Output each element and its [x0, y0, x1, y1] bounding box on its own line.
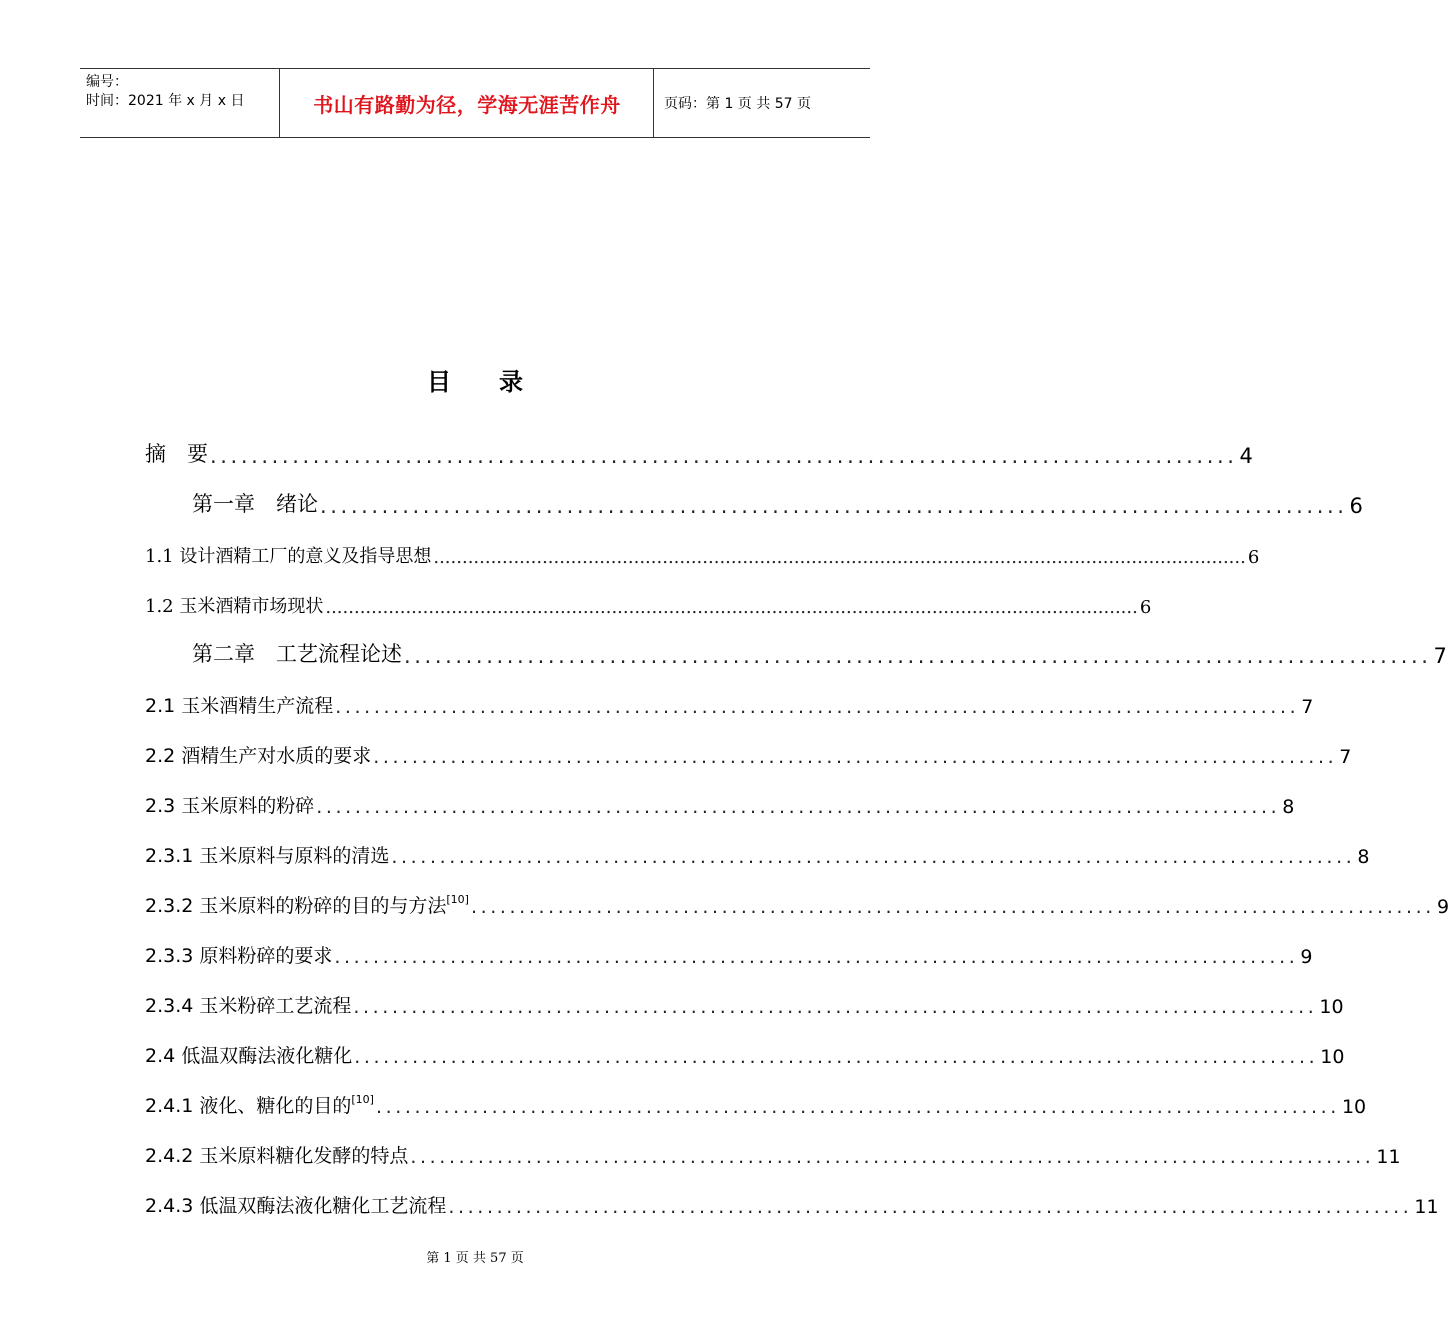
toc-leader: ....................................................................................................	[353, 996, 1318, 1018]
toc-entry-text: 2.4 低温双酶法液化糖化	[145, 1045, 353, 1067]
toc-entry-page: 7	[1339, 746, 1352, 768]
toc-entry[interactable]	[145, 990, 1344, 1018]
toc-entry-page: 6	[1139, 597, 1152, 618]
toc-entry-text	[145, 1091, 374, 1118]
toc-entry[interactable]	[145, 690, 1314, 718]
toc-leader: ....................................................................................................	[354, 1046, 1319, 1068]
toc-entry-text: 摘 要	[145, 442, 208, 466]
toc-entry[interactable]	[145, 640, 1447, 668]
toc-entry[interactable]	[145, 590, 1152, 618]
toc-entry-text: 2.4.2 玉米原料糖化发酵的特点	[145, 1145, 409, 1167]
toc-leader: ....................................................................................................	[334, 946, 1299, 968]
number-label: 编号：	[86, 74, 128, 90]
page-footer: 第 1 页 共 57 页	[426, 1251, 524, 1266]
toc-title	[0, 362, 950, 397]
citation-ref: [10]	[446, 893, 469, 906]
toc-leader: ....................................................................................................	[316, 796, 1281, 818]
toc-entry-text: 2.3.1 玉米原料与原料的清选	[145, 845, 390, 867]
toc-entry-label: 2.4.1 液化、糖化的目的	[145, 1095, 352, 1117]
toc-leader: ..............................................................................................................................................	[433, 547, 1246, 568]
toc-entry-text	[145, 891, 469, 918]
toc-title-part-2: 录	[499, 368, 523, 396]
toc-entry[interactable]	[145, 840, 1370, 868]
page-header	[80, 68, 870, 138]
header-page-label: 页码：第 1 页 共 57 页	[664, 96, 811, 112]
toc-entry-page: 7	[1433, 644, 1447, 668]
date-label: 时间：2021 年 x 月 x 日	[86, 93, 245, 109]
toc-entry-page: 10	[1320, 1046, 1345, 1068]
toc-entry-text: 1.1 设计酒精工厂的意义及指导思想	[145, 546, 432, 567]
toc-entry-page: 11	[1414, 1196, 1439, 1218]
toc-entry-text: 第二章 工艺流程论述	[192, 642, 402, 666]
toc-entry-page: 7	[1301, 696, 1314, 718]
toc-entry-page: 10	[1319, 996, 1344, 1018]
toc-leader: ....................................................................................................	[404, 644, 1432, 668]
toc-leader: ..............................................................................................................................................	[325, 597, 1138, 618]
toc-leader: ....................................................................................................	[448, 1196, 1413, 1218]
toc-entry-label: 2.3.2 玉米原料的粉碎的目的与方法	[145, 895, 447, 917]
toc-entry-page: 9	[1300, 946, 1313, 968]
toc-entry-page: 4	[1239, 444, 1253, 468]
toc-leader: ....................................................................................................	[335, 696, 1300, 718]
toc-entry[interactable]	[145, 440, 1253, 468]
toc-entry-text: 第一章 绪论	[192, 492, 318, 516]
toc-entry-text: 2.1 玉米酒精生产流程	[145, 695, 334, 717]
toc-entry-text: 2.3.3 原料粉碎的要求	[145, 945, 333, 967]
toc-leader: ....................................................................................................	[373, 746, 1338, 768]
toc-entry-page: 8	[1357, 846, 1370, 868]
toc-leader: ....................................................................................................	[210, 444, 1238, 468]
header-motto: 书山有路勤为径，学海无涯苦作舟	[281, 69, 654, 137]
toc-entry-page: 6	[1247, 547, 1260, 568]
toc-entry-text: 2.4.3 低温双酶法液化糖化工艺流程	[145, 1195, 447, 1217]
toc-entry[interactable]	[145, 790, 1295, 818]
toc-entry-text: 2.3.4 玉米粉碎工艺流程	[145, 995, 352, 1017]
toc-entry-page: 9	[1436, 896, 1449, 918]
toc-leader: ....................................................................................................	[391, 846, 1356, 868]
toc-entry-page: 11	[1376, 1146, 1401, 1168]
toc-leader: ....................................................................................................	[320, 494, 1348, 518]
toc-entry-page: 8	[1282, 796, 1295, 818]
citation-ref: [10]	[351, 1093, 374, 1106]
toc-entry[interactable]	[145, 740, 1352, 768]
toc-entry[interactable]	[145, 940, 1313, 968]
toc-entry[interactable]	[145, 540, 1260, 568]
header-meta	[80, 69, 280, 137]
toc-entry-text: 1.2 玉米酒精市场现状	[145, 596, 324, 617]
toc-leader: ....................................................................................................	[410, 1146, 1375, 1168]
toc-entry[interactable]	[145, 890, 1449, 918]
toc-entry[interactable]	[145, 1190, 1439, 1218]
toc-entry-page: 6	[1349, 494, 1363, 518]
toc-leader: ....................................................................................................	[375, 1096, 1340, 1118]
toc-leader: ....................................................................................................	[470, 896, 1435, 918]
toc-entry-page: 10	[1341, 1096, 1367, 1118]
toc-entry[interactable]	[145, 1040, 1345, 1068]
toc-entry[interactable]	[145, 1090, 1367, 1118]
toc-entry[interactable]	[145, 490, 1363, 518]
toc-title-part-1: 目	[427, 368, 451, 396]
toc-entry[interactable]	[145, 1140, 1401, 1168]
toc-entry-text: 2.3 玉米原料的粉碎	[145, 795, 315, 817]
toc-entry-text: 2.2 酒精生产对水质的要求	[145, 745, 372, 767]
